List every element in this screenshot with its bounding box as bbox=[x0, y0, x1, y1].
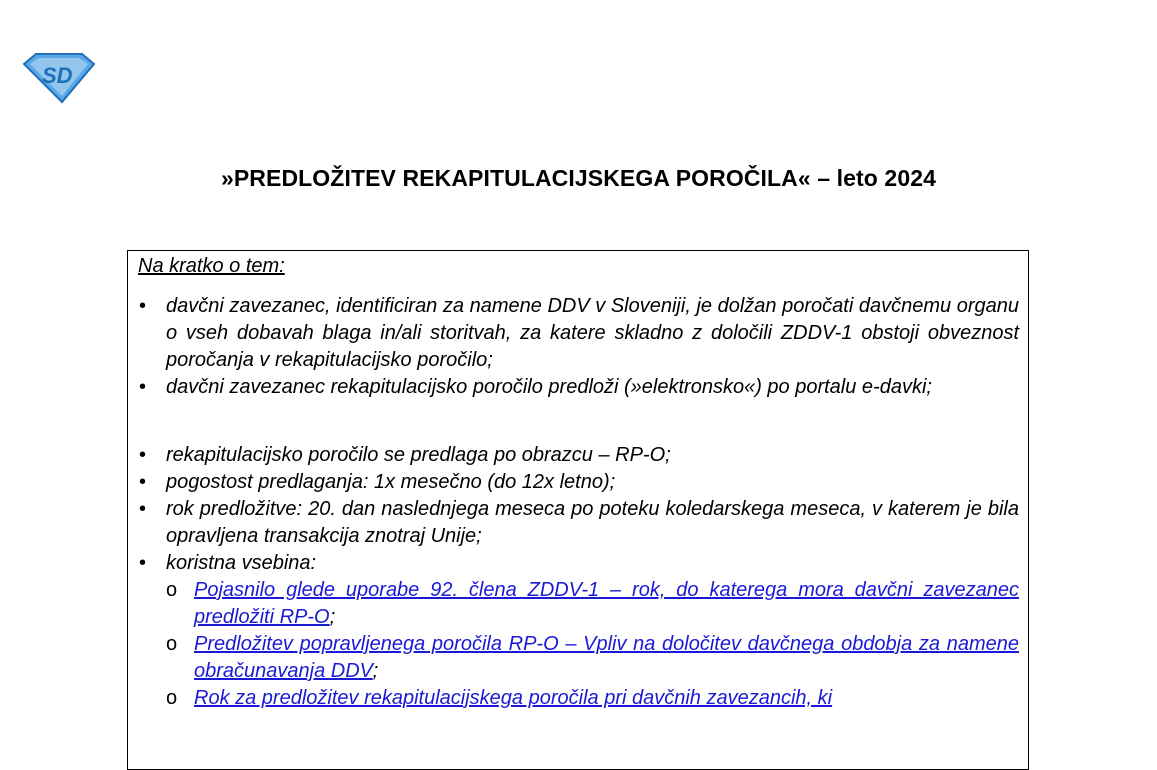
circle-bullet-icon: o bbox=[166, 633, 178, 655]
list-item bbox=[128, 496, 1028, 550]
circle-bullet-icon: o bbox=[166, 579, 178, 601]
link-item bbox=[166, 631, 1019, 685]
list-item-text: rekapitulacijsko poročilo se predlaga po obrazcu – RP-O; bbox=[166, 444, 671, 466]
bullet-icon: • bbox=[139, 471, 147, 493]
list-item-text: rok predložitve: 20. dan naslednjega meseca po poteku koledarskega meseca, v katerem je bila opravljena transakcija znotraj Unije; bbox=[166, 498, 1019, 547]
list-item-text: davčni zavezanec rekapitulacijsko poročilo predloži (»elektronsko«) po portalu e-davki; bbox=[166, 376, 932, 398]
list-item bbox=[128, 293, 1028, 374]
link-item bbox=[166, 577, 1019, 631]
link-submission-deadline[interactable]: Rok za predložitev rekapitulacijskega poročila pri davčnih zavezancih, ki bbox=[194, 687, 833, 709]
box-heading: Na kratko o tem: bbox=[138, 255, 285, 277]
link-item bbox=[166, 685, 1019, 712]
summary-list bbox=[128, 293, 1028, 712]
link-rp-o-deadline[interactable]: Pojasnilo glede uporabe 92. člena ZDDV-1 – rok, do katerega mora davčni zavezanec predložiti RP-O bbox=[194, 579, 1019, 628]
bullet-icon: • bbox=[139, 295, 147, 317]
link-corrected-report[interactable]: Predložitev popravljenega poročila RP-O – Vpliv na določitev davčnega obdobja za namene obračunavanja DDV bbox=[194, 633, 1019, 682]
bullet-icon: • bbox=[139, 444, 147, 466]
link-suffix: ; bbox=[329, 606, 336, 628]
list-item-text: davčni zavezanec, identificiran za namene DDV v Sloveniji, je dolžan poročati davčnemu organu o vseh dobavah blaga in/ali storitvah, za katere skladno z določili ZDDV-1 obstoji obveznost poročanja v rekapitulacijsko poročilo; bbox=[166, 295, 1019, 371]
svg-text:SD: SD bbox=[42, 63, 73, 88]
list-item-text: pogostost predlaganja: 1x mesečno (do 12x letno); bbox=[166, 471, 616, 493]
summary-box bbox=[127, 250, 1029, 770]
bullet-icon: • bbox=[139, 498, 147, 520]
page-title: »PREDLOŽITEV REKAPITULACIJSKEGA POROČILA« – leto 2024 bbox=[220, 165, 937, 191]
list-item bbox=[128, 442, 1028, 469]
list-item bbox=[128, 374, 1028, 401]
list-item bbox=[128, 469, 1028, 496]
spacer bbox=[128, 401, 1028, 442]
sd-logo-icon bbox=[22, 50, 96, 104]
useful-links-list bbox=[166, 577, 1019, 712]
bullet-icon: • bbox=[139, 376, 147, 398]
bullet-icon: • bbox=[139, 552, 147, 574]
list-item-text: koristna vsebina: bbox=[166, 552, 317, 574]
circle-bullet-icon: o bbox=[166, 687, 178, 709]
list-item-useful-content bbox=[128, 550, 1028, 712]
link-suffix: ; bbox=[372, 660, 379, 682]
